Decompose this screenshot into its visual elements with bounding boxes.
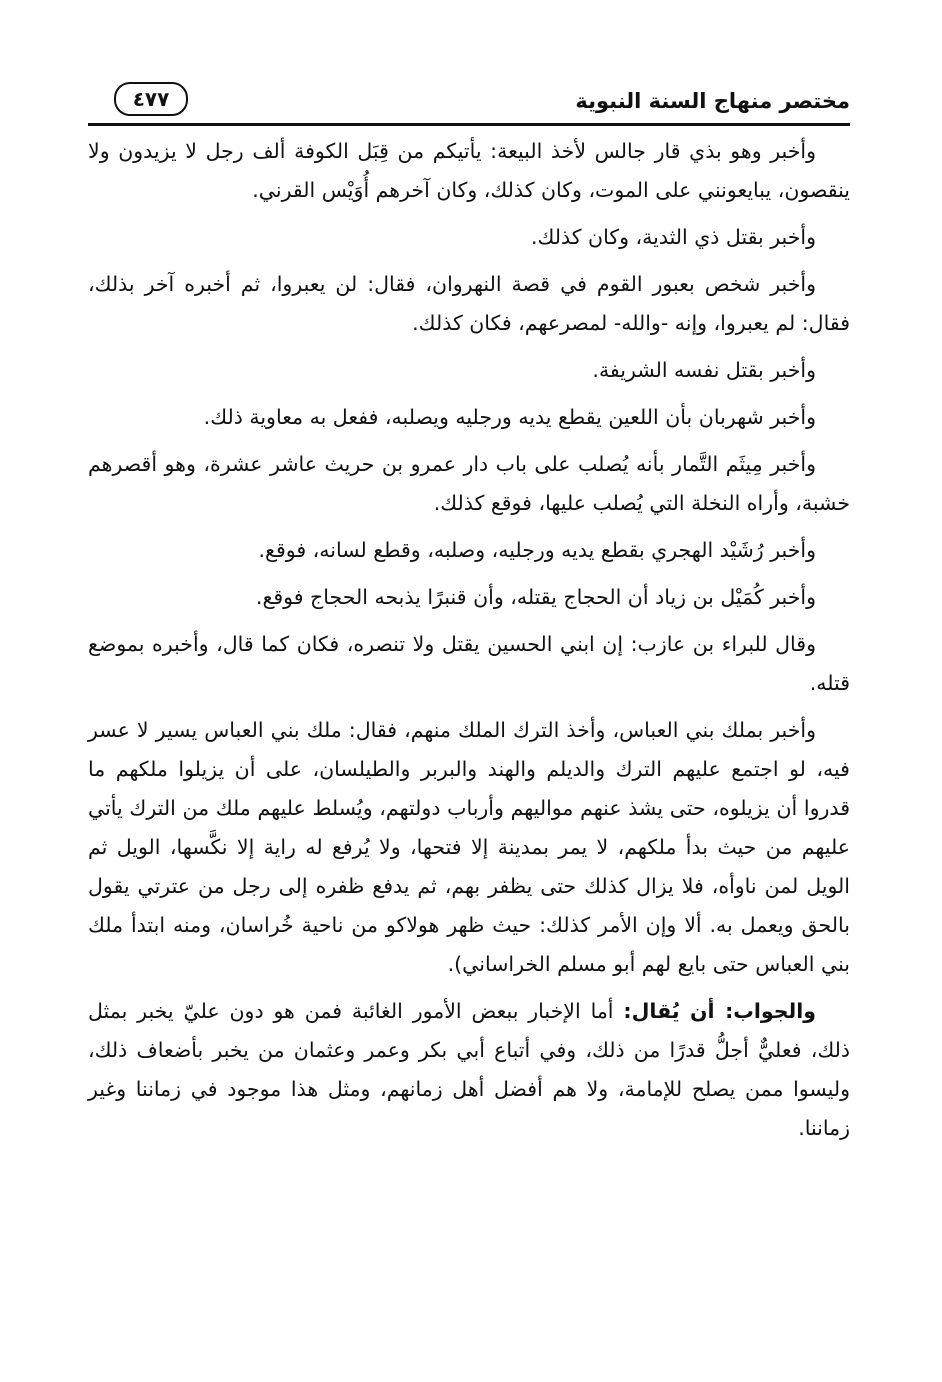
paragraph-uways [88,132,850,210]
paragraph-text: وأخبر بقتل نفسه الشريفة. [592,358,816,382]
paragraph-dhi-thudayya [88,218,850,257]
paragraph-text: وأخبر شهربان بأن اللعين يقطع يديه ورجليه ويصلبه، ففعل به معاوية ذلك. [203,405,816,429]
paragraph-text: وأخبر كُمَيْل بن زياد أن الحجاج يقتله، وأن قنبرًا يذبحه الحجاج فوقع. [255,585,816,609]
paragraph-maytham [88,445,850,523]
paragraph-text: وأخبر وهو بذي قار جالس لأخذ البيعة: يأتيكم من قِبَل الكوفة ألف رجل لا يزيدون ولا ينقصون، يبايعونني على الموت، وكان كذلك، وكان آخرهم أُوَيْس القرني. [88,139,850,202]
paragraph-lead: والجواب: أن يُقال: [623,999,816,1023]
paragraph-bara [88,625,850,703]
paragraph-text: وأخبر مِيثَم التَّمار بأنه يُصلب على باب دار عمرو بن حريث عاشر عشرة، وهو أقصرهم خشبة، وأراه النخلة التي يُصلب عليها، فوقع كذلك. [88,452,850,515]
paragraph-nahrawan [88,265,850,343]
header-rule [88,123,850,126]
paragraph-text: وأخبر بملك بني العباس، وأخذ الترك الملك منهم، فقال: ملك بني العباس يسير لا عسر فيه، لو اجتمع عليهم الترك والديلم والهند والبربر والطيلسان، على أن يزيلوا ملكهم ما قدروا أن يزيلوه، حتى يشذ عنهم مواليهم وأرباب دولتهم، ويُسلط عليهم ملك من الترك يأتي عليهم من حيث بدأ ملكهم، لا يمر بمدينة إلا فتحها، ولا يُرفع له راية إلا نكَّسها، الويل ثم الويل لمن ناوأه، فلا يزال كذلك حتى يظفر بهم، ثم يدفع ظفره إلى رجل من عترتي يقول بالحق ويعمل به. ألا وإن الأمر كذلك: حيث ظهر هولاكو من ناحية خُراسان، ومنه ابتدأ ملك بني العباس حتى بايع لهم أبو مسلم الخراساني). [88,718,850,976]
page-header [88,80,850,126]
book-title: مختصر منهاج السنة النبوية [575,89,850,113]
main-text [88,132,850,1156]
page-number: ٤٧٧ [114,82,188,116]
paragraph-response [88,992,850,1148]
paragraph-text: أما الإخبار ببعض الأمور الغائبة فمن هو دون عليّ يخبر بمثل ذلك، فعليٌّ أجلُّ قدرًا من ذلك، وفي أتباع أبي بكر وعمر وعثمان من يخبر بأضعاف ذلك، وليسوا ممن يصلح للإمامة، ولا هم أفضل أهل زمانهم، ومثل هذا موجود في زماننا وغير زماننا. [88,999,850,1140]
paragraph-text: وأخبر شخص بعبور القوم في قصة النهروان، فقال: لن يعبروا، ثم أخبره آخر بذلك، فقال: لم يعبروا، وإنه -والله- لمصرعهم، فكان كذلك. [88,272,850,335]
paragraph-shahraban [88,398,850,437]
paragraph-own-killing [88,351,850,390]
paragraph-kumayl [88,578,850,617]
paragraph-rushayd [88,531,850,570]
paragraph-text: وقال للبراء بن عازب: إن ابني الحسين يقتل ولا تنصره، فكان كما قال، وأخبره بموضع قتله. [88,632,850,695]
paragraph-text: وأخبر بقتل ذي الثدية، وكان كذلك. [530,225,816,249]
paragraph-abbasid-rule [88,711,850,984]
paragraph-text: وأخبر رُشَيْد الهجري بقطع يديه ورجليه، وصلبه، وقطع لسانه، فوقع. [258,538,816,562]
